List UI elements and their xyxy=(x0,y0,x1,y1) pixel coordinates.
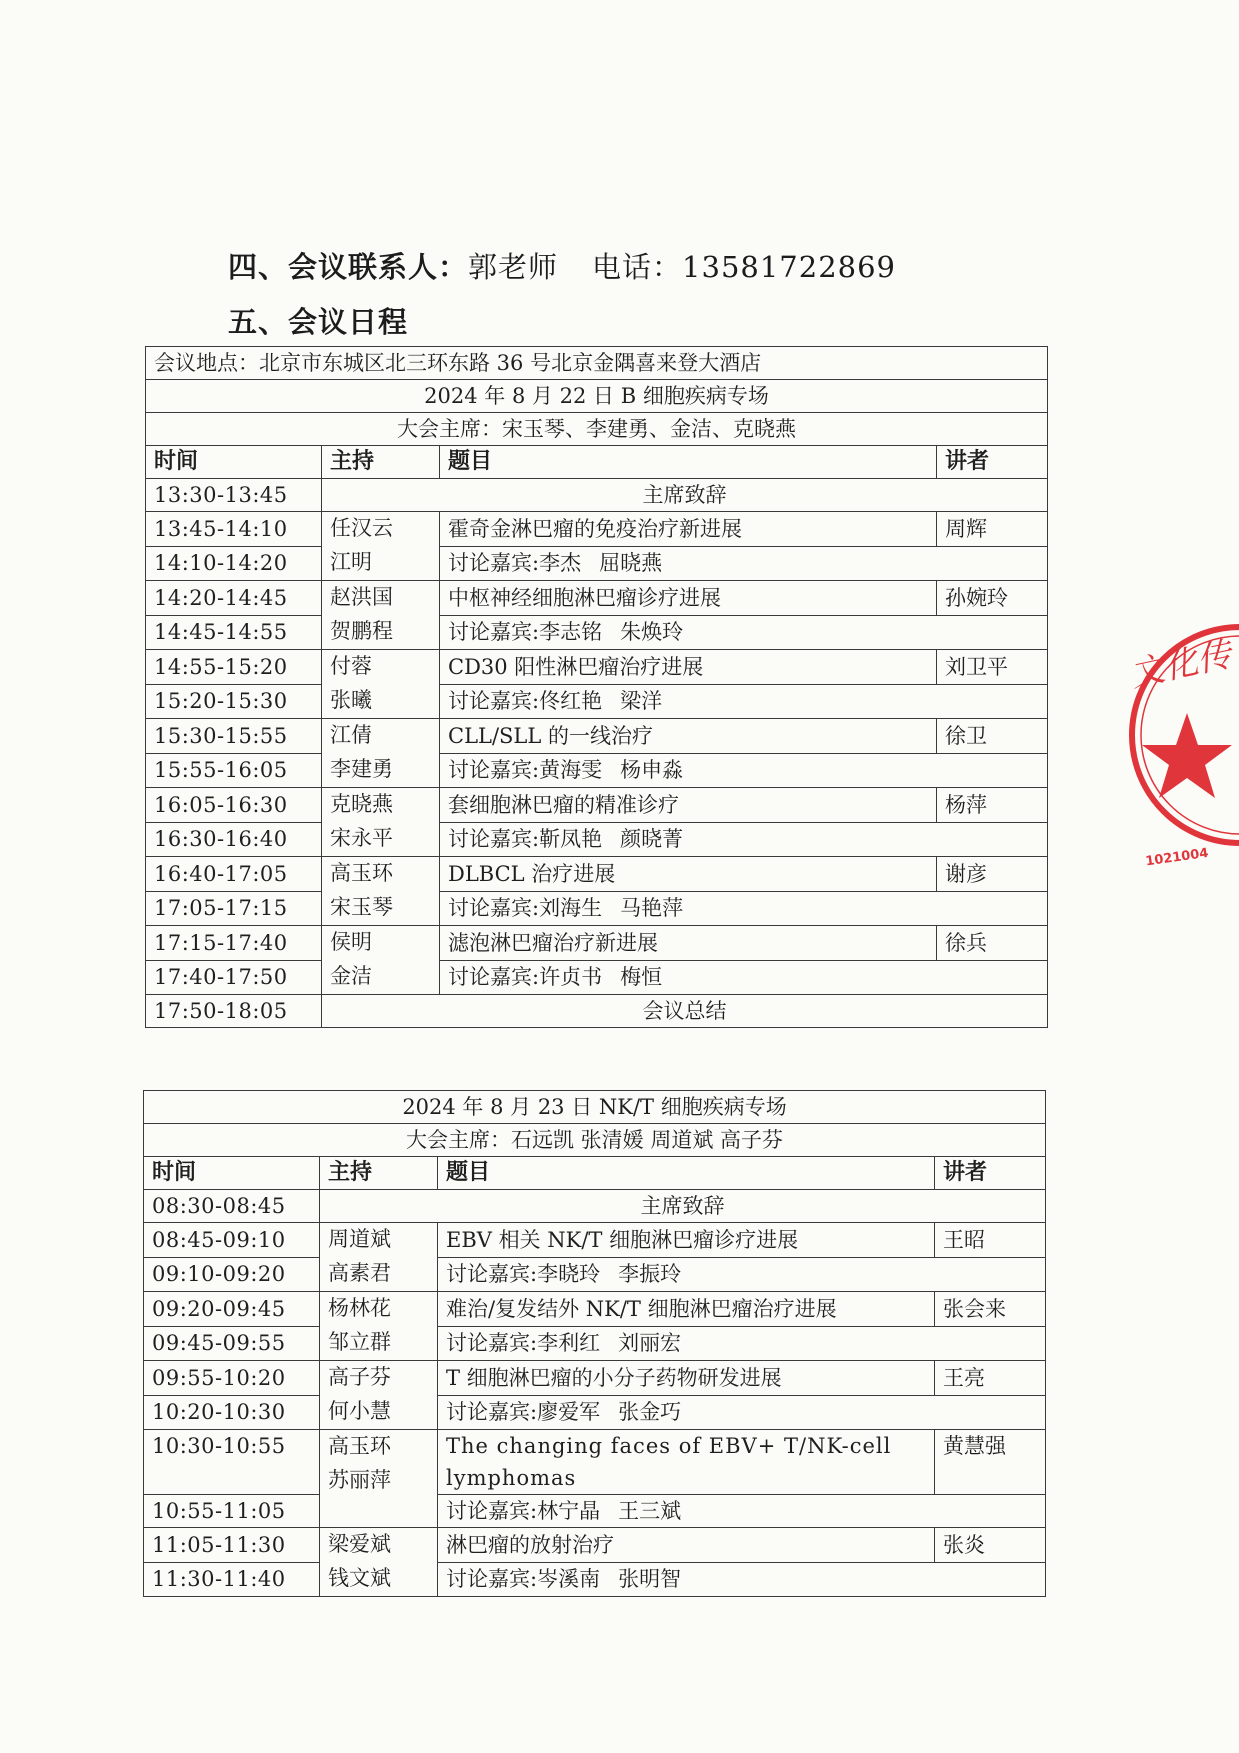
header-host: 主持 xyxy=(320,1157,438,1190)
day2-schedule-table xyxy=(143,1090,1046,1597)
session-row xyxy=(146,719,1048,754)
discussion-label: 讨论嘉宾: xyxy=(448,689,540,714)
session-hosts xyxy=(322,788,440,857)
discussion-guest: 许贞书 xyxy=(539,965,603,990)
session-topic: DLBCL 治疗进展 xyxy=(440,857,937,892)
discussion-label: 讨论嘉宾: xyxy=(448,620,540,645)
header-topic: 题目 xyxy=(438,1157,935,1190)
day2-title: 2024 年 8 月 23 日 NK/T 细胞疾病专场 xyxy=(144,1091,1046,1124)
venue: 会议地点：北京市东城区北三环东路 36 号北京金隅喜来登大酒店 xyxy=(146,347,1048,380)
discussion-time: 15:55-16:05 xyxy=(146,753,322,788)
session-speaker: 黄慧强 xyxy=(935,1430,1046,1495)
discussion-label: 讨论嘉宾: xyxy=(446,1400,538,1425)
discussion-row xyxy=(144,1562,1046,1597)
day1-chairs: 大会主席：宋玉琴、李建勇、金洁、克晓燕 xyxy=(146,413,1048,446)
session-speaker: 王亮 xyxy=(935,1361,1046,1396)
host-name: 宋玉琴 xyxy=(330,895,393,919)
discussion-guest: 梁洋 xyxy=(620,689,663,714)
discussion-row xyxy=(144,1326,1046,1361)
session-row xyxy=(146,926,1048,961)
discussion-row xyxy=(146,684,1048,719)
discussion-guest: 李振玲 xyxy=(618,1262,682,1287)
session-topic: EBV 相关 NK/T 细胞淋巴瘤诊疗进展 xyxy=(438,1223,935,1258)
session-time: 13:45-14:10 xyxy=(146,512,322,547)
discussion-guests xyxy=(438,1495,1046,1528)
header-time: 时间 xyxy=(144,1157,320,1190)
closing-text: 会议总结 xyxy=(322,995,1048,1028)
session-time: 15:30-15:55 xyxy=(146,719,322,754)
session-hosts xyxy=(322,650,440,719)
discussion-guests xyxy=(440,753,1048,788)
discussion-guest: 李利红 xyxy=(537,1331,601,1356)
day1-opening-row xyxy=(146,479,1048,512)
discussion-guests xyxy=(438,1257,1046,1292)
session-hosts xyxy=(322,926,440,995)
session-time: 10:30-10:55 xyxy=(144,1430,320,1495)
session-topic: 难治/复发结外 NK/T 细胞淋巴瘤治疗进展 xyxy=(438,1292,935,1327)
host-name: 张曦 xyxy=(330,688,372,712)
session-hosts xyxy=(320,1528,438,1597)
session-row xyxy=(144,1430,1046,1495)
discussion-guest: 王三斌 xyxy=(618,1499,682,1523)
session-row xyxy=(146,650,1048,685)
discussion-time: 11:30-11:40 xyxy=(144,1562,320,1597)
red-seal-stamp xyxy=(1125,605,1239,875)
session-time: 14:55-15:20 xyxy=(146,650,322,685)
discussion-guest: 张金巧 xyxy=(618,1400,682,1425)
star-icon xyxy=(1142,713,1232,798)
day2-opening-row xyxy=(144,1190,1046,1223)
discussion-guests xyxy=(440,960,1048,995)
discussion-label: 讨论嘉宾: xyxy=(448,551,540,576)
discussion-guest: 颜晓菁 xyxy=(620,827,684,852)
discussion-guest: 杨申淼 xyxy=(620,758,684,783)
day2-chairs: 大会主席：石远凯 张清媛 周道斌 高子芬 xyxy=(144,1124,1046,1157)
schedule-heading: 五、会议日程 xyxy=(228,305,409,339)
discussion-guests xyxy=(438,1326,1046,1361)
opening-text: 主席致辞 xyxy=(320,1190,1046,1223)
discussion-guests xyxy=(440,891,1048,926)
contact-name: 郭老师 xyxy=(468,250,559,284)
discussion-guest: 黄海雯 xyxy=(539,758,603,783)
session-time: 09:20-09:45 xyxy=(144,1292,320,1327)
discussion-time: 14:45-14:55 xyxy=(146,615,322,650)
discussion-label: 讨论嘉宾: xyxy=(448,827,540,852)
session-hosts xyxy=(322,719,440,788)
session-topic: 霍奇金淋巴瘤的免疫治疗新进展 xyxy=(440,512,937,547)
discussion-time: 15:20-15:30 xyxy=(146,684,322,719)
discussion-label: 讨论嘉宾: xyxy=(446,1567,538,1592)
venue-row xyxy=(146,347,1048,380)
discussion-time: 16:30-16:40 xyxy=(146,822,322,857)
day1-title: 2024 年 8 月 22 日 B 细胞疾病专场 xyxy=(146,380,1048,413)
session-topic: 中枢神经细胞淋巴瘤诊疗进展 xyxy=(440,581,937,616)
session-time: 16:05-16:30 xyxy=(146,788,322,823)
host-name: 高玉环 xyxy=(330,861,393,885)
host-name: 江倩 xyxy=(330,723,372,747)
session-hosts xyxy=(320,1292,438,1361)
session-row xyxy=(146,857,1048,892)
session-row xyxy=(144,1528,1046,1563)
day1-chairs-row xyxy=(146,413,1048,446)
session-row xyxy=(144,1361,1046,1396)
session-speaker: 刘卫平 xyxy=(937,650,1048,685)
discussion-guests xyxy=(440,684,1048,719)
discussion-row xyxy=(144,1395,1046,1430)
host-name: 克晓燕 xyxy=(330,792,393,816)
discussion-guest: 廖爱军 xyxy=(537,1400,601,1425)
discussion-guest: 李杰 xyxy=(539,551,582,576)
day1-closing-row xyxy=(146,995,1048,1028)
header-host: 主持 xyxy=(322,446,440,479)
discussion-guest: 马艳萍 xyxy=(620,896,684,921)
discussion-row xyxy=(146,546,1048,581)
host-name: 付蓉 xyxy=(330,654,372,678)
stamp-text-top: 文化传 xyxy=(1126,634,1235,696)
discussion-time: 10:55-11:05 xyxy=(144,1495,320,1528)
host-name: 何小慧 xyxy=(328,1399,391,1423)
discussion-row xyxy=(146,960,1048,995)
session-hosts xyxy=(320,1361,438,1430)
host-name: 高素君 xyxy=(328,1261,391,1285)
discussion-time: 14:10-14:20 xyxy=(146,546,322,581)
discussion-guest: 刘丽宏 xyxy=(618,1331,682,1356)
discussion-label: 讨论嘉宾: xyxy=(448,965,540,990)
discussion-guest: 岑溪南 xyxy=(537,1567,601,1592)
session-topic: 套细胞淋巴瘤的精准诊疗 xyxy=(440,788,937,823)
discussion-guest: 佟红艳 xyxy=(539,689,603,714)
discussion-label: 讨论嘉宾: xyxy=(446,1331,538,1356)
session-speaker: 杨萍 xyxy=(937,788,1048,823)
day1-title-row xyxy=(146,380,1048,413)
host-name: 任汉云 xyxy=(330,516,393,540)
session-speaker: 张会来 xyxy=(935,1292,1046,1327)
session-time: 08:45-09:10 xyxy=(144,1223,320,1258)
session-speaker: 谢彦 xyxy=(937,857,1048,892)
host-name: 高玉环 xyxy=(328,1434,391,1458)
discussion-time: 17:40-17:50 xyxy=(146,960,322,995)
discussion-time: 10:20-10:30 xyxy=(144,1395,320,1430)
contact-phone-label: 电话： xyxy=(592,250,683,284)
stamp-text-bottom: 1021004 xyxy=(1144,845,1210,870)
stamp-ring xyxy=(1132,627,1239,843)
session-time: 17:15-17:40 xyxy=(146,926,322,961)
host-name: 邹立群 xyxy=(328,1330,391,1354)
host-name: 金洁 xyxy=(330,964,372,988)
discussion-label: 讨论嘉宾: xyxy=(446,1262,538,1287)
session-row xyxy=(144,1223,1046,1258)
opening-text: 主席致辞 xyxy=(322,479,1048,512)
discussion-guest: 靳凤艳 xyxy=(539,827,603,852)
session-row xyxy=(146,512,1048,547)
host-name: 杨林花 xyxy=(328,1296,391,1320)
session-row xyxy=(146,788,1048,823)
discussion-label: 讨论嘉宾: xyxy=(448,758,540,783)
opening-time: 13:30-13:45 xyxy=(146,479,322,512)
session-speaker: 张炎 xyxy=(935,1528,1046,1563)
discussion-guests xyxy=(438,1562,1046,1597)
session-time: 09:55-10:20 xyxy=(144,1361,320,1396)
session-topic: T 细胞淋巴瘤的小分子药物研发进展 xyxy=(438,1361,935,1396)
session-topic: 淋巴瘤的放射治疗 xyxy=(438,1528,935,1563)
session-speaker: 周辉 xyxy=(937,512,1048,547)
host-name: 江明 xyxy=(330,550,372,574)
session-topic: CD30 阳性淋巴瘤治疗进展 xyxy=(440,650,937,685)
session-time: 11:05-11:30 xyxy=(144,1528,320,1563)
session-hosts xyxy=(322,857,440,926)
host-name: 侯明 xyxy=(330,930,372,954)
contact-line xyxy=(228,245,896,286)
discussion-guests xyxy=(440,822,1048,857)
discussion-label: 讨论嘉宾: xyxy=(446,1499,538,1523)
discussion-row xyxy=(146,891,1048,926)
discussion-guest: 刘海生 xyxy=(539,896,603,921)
discussion-guest: 朱焕玲 xyxy=(620,620,684,645)
host-name: 李建勇 xyxy=(330,757,393,781)
discussion-time: 17:05-17:15 xyxy=(146,891,322,926)
session-speaker: 徐兵 xyxy=(937,926,1048,961)
discussion-row xyxy=(146,615,1048,650)
discussion-time: 09:45-09:55 xyxy=(144,1326,320,1361)
discussion-time: 09:10-09:20 xyxy=(144,1257,320,1292)
discussion-row xyxy=(144,1257,1046,1292)
discussion-row xyxy=(146,822,1048,857)
host-name: 贺鹏程 xyxy=(330,619,393,643)
closing-time: 17:50-18:05 xyxy=(146,995,322,1028)
day2-title-row xyxy=(144,1091,1046,1124)
session-row xyxy=(144,1292,1046,1327)
host-name: 梁爱斌 xyxy=(328,1532,391,1556)
session-row xyxy=(146,581,1048,616)
discussion-row xyxy=(146,753,1048,788)
session-hosts xyxy=(320,1430,438,1528)
discussion-guest: 梅恒 xyxy=(620,965,663,990)
discussion-guests xyxy=(440,615,1048,650)
session-topic: 滤泡淋巴瘤治疗新进展 xyxy=(440,926,937,961)
session-speaker: 徐卫 xyxy=(937,719,1048,754)
contact-label: 四、会议联系人： xyxy=(228,250,469,284)
opening-time: 08:30-08:45 xyxy=(144,1190,320,1223)
day2-chairs-row xyxy=(144,1124,1046,1157)
session-topic: The changing faces of EBV+ T/NK-cell lymphomas xyxy=(438,1430,935,1495)
session-speaker: 王昭 xyxy=(935,1223,1046,1258)
discussion-guest: 李志铭 xyxy=(539,620,603,645)
contact-phone: 13581722869 xyxy=(682,250,897,284)
host-name: 高子芬 xyxy=(328,1365,391,1389)
discussion-label: 讨论嘉宾: xyxy=(448,896,540,921)
discussion-guest: 屈晓燕 xyxy=(599,551,663,576)
discussion-guest: 李晓玲 xyxy=(537,1262,601,1287)
discussion-guests xyxy=(440,546,1048,581)
day2-header-row xyxy=(144,1157,1046,1190)
session-hosts xyxy=(322,581,440,650)
header-speaker: 讲者 xyxy=(937,446,1048,479)
header-topic: 题目 xyxy=(440,446,937,479)
discussion-guests xyxy=(438,1395,1046,1430)
day1-header-row xyxy=(146,446,1048,479)
day1-schedule-table xyxy=(145,346,1048,1028)
discussion-guest: 林宁晶 xyxy=(537,1499,601,1523)
session-time: 14:20-14:45 xyxy=(146,581,322,616)
host-name: 苏丽萍 xyxy=(328,1468,391,1492)
host-name: 宋永平 xyxy=(330,826,393,850)
session-speaker: 孙婉玲 xyxy=(937,581,1048,616)
session-time: 16:40-17:05 xyxy=(146,857,322,892)
discussion-guest: 张明智 xyxy=(618,1567,682,1592)
host-name: 钱文斌 xyxy=(328,1566,391,1590)
host-name: 周道斌 xyxy=(328,1227,391,1251)
discussion-row xyxy=(144,1495,1046,1528)
header-time: 时间 xyxy=(146,446,322,479)
host-name: 赵洪国 xyxy=(330,585,393,609)
session-hosts xyxy=(320,1223,438,1292)
session-topic: CLL/SLL 的一线治疗 xyxy=(440,719,937,754)
header-speaker: 讲者 xyxy=(935,1157,1046,1190)
session-hosts xyxy=(322,512,440,581)
